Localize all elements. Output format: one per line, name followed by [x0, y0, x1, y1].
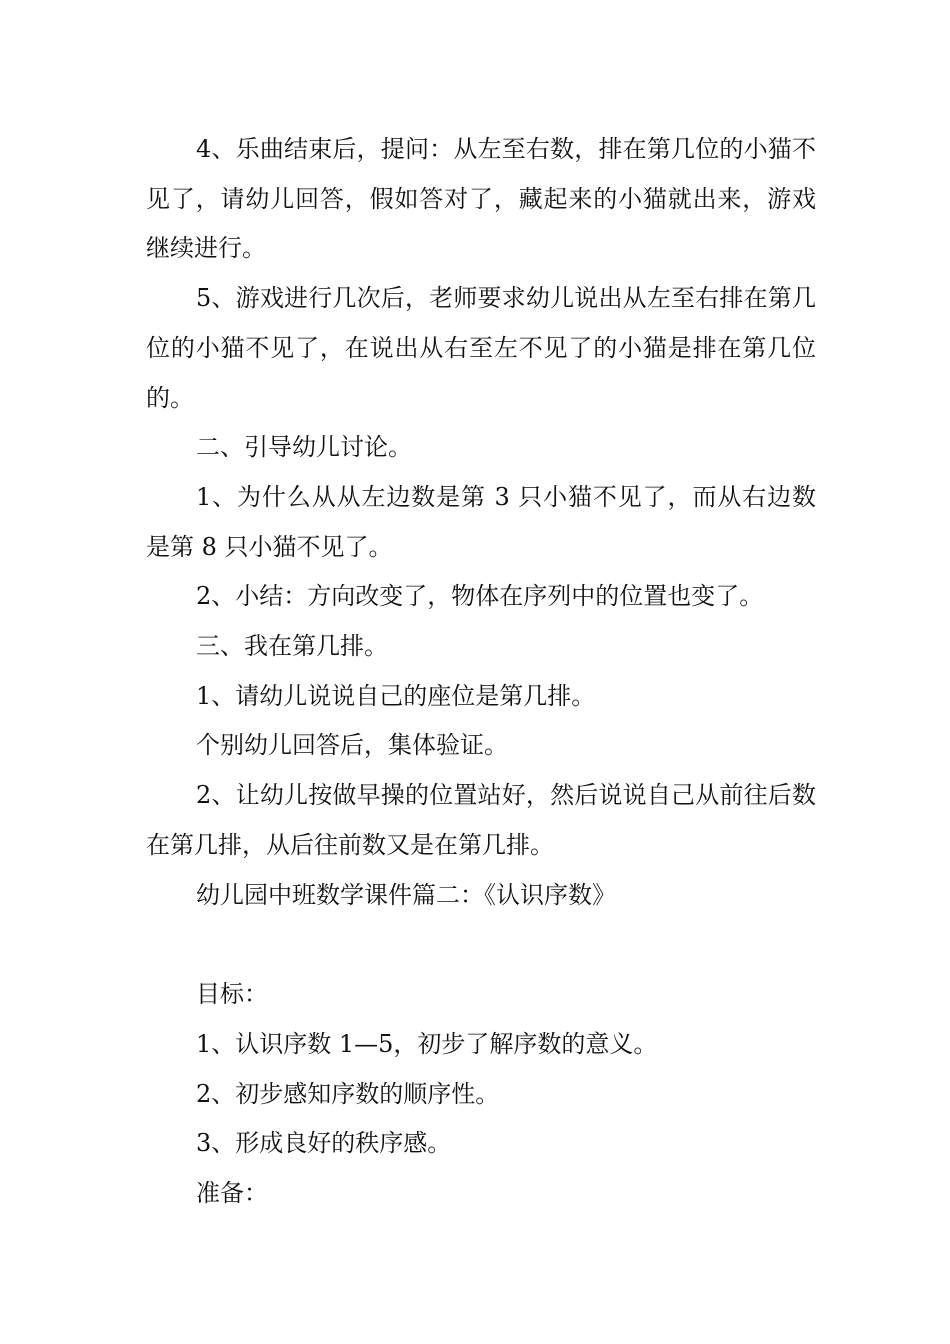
paragraph-row-2: 2、让幼儿按做早操的位置站好，然后说说自己从前往后数在第几排，从后往前数又是在第几排。 [146, 781, 816, 859]
section-heading-discussion: 二、引导幼儿讨论。 [196, 433, 412, 462]
paragraph-summary: 2、小结：方向改变了，物体在序列中的位置也变了。 [196, 582, 764, 611]
preparation-heading: 准备： [196, 1179, 268, 1208]
paragraph-step-4: 4、乐曲结束后，提问：从左至右数，排在第几位的小猫不见了，请幼儿回答，假如答对了，藏起来的小猫就出来，游戏继续进行。 [146, 135, 816, 263]
goals-heading: 目标： [196, 980, 268, 1009]
goal-3: 3、形成良好的秩序感。 [196, 1129, 452, 1158]
goal-1: 1、认识序数 1—5，初步了解序数的意义。 [196, 1029, 658, 1058]
paragraph-row-1: 1、请幼儿说说自己的座位是第几排。 [196, 681, 596, 710]
document-body [146, 125, 816, 1219]
paragraph-row-verify: 个别幼儿回答后，集体验证。 [196, 731, 508, 760]
lesson-title-part-two: 幼儿园中班数学课件篇二：《认识序数》 [196, 880, 616, 909]
section-heading-which-row: 三、我在第几排。 [196, 632, 388, 661]
goal-2: 2、初步感知序数的顺序性。 [196, 1079, 500, 1108]
paragraph-step-5: 5、游戏进行几次后，老师要求幼儿说出从左至右排在第几位的小猫不见了，在说出从右至左不见了的小猫是排在第几位的。 [146, 284, 816, 412]
paragraph-discussion-1: 1、为什么从从左边数是第 3 只小猫不见了，而从右边数是第 8 只小猫不见了。 [146, 482, 816, 561]
